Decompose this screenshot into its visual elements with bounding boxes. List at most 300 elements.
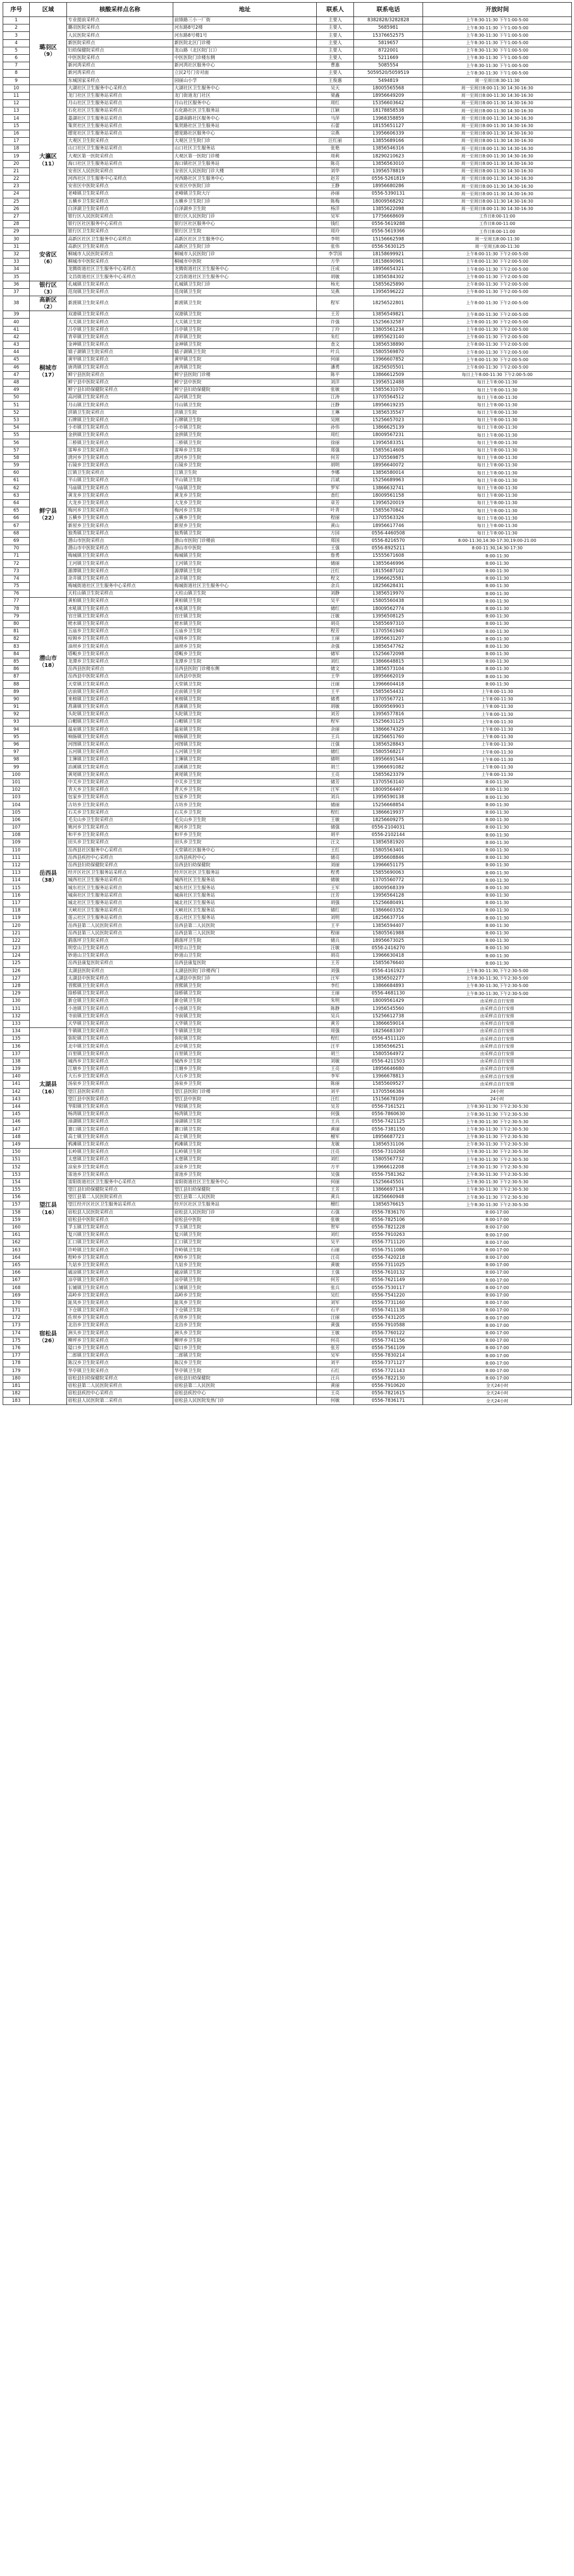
site-name: 黄甲镇卫生院采样点 (67, 356, 173, 364)
row-number: 4 (3, 39, 30, 47)
site-name: 黄尾镇卫生院采样点 (67, 771, 173, 779)
site-name: 源潭镇卫生院采样点 (67, 567, 173, 575)
site-phone: 13966604418 (354, 681, 423, 688)
row-number: 30 (3, 236, 30, 243)
site-phone: 13856528843 (354, 741, 423, 748)
site-address: 陈汉乡卫生院 (173, 1360, 317, 1367)
site-name: 官庄镇卫生院采样点 (67, 613, 173, 620)
table-row (3, 703, 572, 710)
row-number: 79 (3, 613, 30, 620)
site-address: 高河镇卫生院 (173, 394, 317, 402)
area-count: （16） (39, 1089, 57, 1095)
site-address: 趾凤乡卫生院 (173, 1299, 317, 1307)
row-number: 88 (3, 681, 30, 688)
site-contact: 黄芳 (317, 1020, 354, 1027)
site-contact: 方华 (317, 258, 354, 266)
site-hours: 上午8:30-11:30 下午2:30-5:30 (423, 1149, 572, 1156)
site-contact: 汪静 (317, 402, 354, 409)
area-cell (30, 85, 67, 236)
site-hours: 每日上午8:00-11:30 (423, 394, 572, 402)
table-row (3, 1050, 572, 1058)
site-hours: 上午8:30-11:30 下午1:00-5:00 (423, 24, 572, 32)
table-row (3, 1337, 572, 1344)
area-count: （17） (39, 372, 57, 378)
site-phone: 0556-7821228 (354, 1224, 423, 1231)
table-row (3, 937, 572, 944)
site-hours: 上午8:00-11:30 (423, 718, 572, 726)
site-address: 中医医院门诊楼东侧 (173, 54, 317, 62)
site-address: 牛镇镇卫生院 (173, 1028, 317, 1035)
table-row (3, 236, 572, 243)
header-phone: 联系电话 (354, 3, 423, 17)
table-row (3, 1073, 572, 1081)
site-contact: 胡平 (317, 832, 354, 839)
site-contact: 李明 (317, 236, 354, 243)
table-row (3, 107, 572, 115)
site-name: 五横乡卫生院采样点 (67, 198, 173, 205)
site-contact: 汪平 (317, 1043, 354, 1050)
site-contact: 程丽 (317, 515, 354, 522)
site-name: 宿松县妇幼保健院采样点 (67, 1375, 173, 1382)
site-name: 王河镇卫生院采样点 (67, 560, 173, 567)
site-name: 来榜镇卫生院采样点 (67, 696, 173, 703)
table-row (3, 582, 572, 590)
row-number: 68 (3, 530, 30, 537)
site-hours: 8:00-11:30 (423, 847, 572, 854)
row-number: 130 (3, 998, 30, 1005)
site-hours: 8:00-17:00 (423, 1375, 572, 1382)
site-address: 老峰镇卫生院大厅 (173, 190, 317, 198)
row-number: 53 (3, 416, 30, 424)
site-phone: 5085554 (354, 62, 423, 70)
row-number: 110 (3, 847, 30, 854)
site-phone: 18009567231 (354, 432, 423, 439)
site-address: 凉亭镇卫生院 (173, 1277, 317, 1284)
site-hours: 上午8:30-11:30 下午1:00-5:00 (423, 39, 572, 47)
site-address: 文昌街道社区卫生服务中心 (173, 273, 317, 281)
site-hours: 上午8:30-11:30,下午2:30-5:00 (423, 975, 572, 982)
site-contact: 胡敏 (317, 703, 354, 710)
site-contact: 钱红 (317, 221, 354, 228)
table-row (3, 1028, 572, 1035)
site-phone: 13956606339 (354, 130, 423, 137)
site-name: 城东社区卫生服务站采样点 (67, 884, 173, 892)
site-name: 新医院采样点 (67, 39, 173, 47)
site-contact: 主要人 (317, 47, 354, 54)
row-number: 102 (3, 787, 30, 794)
site-phone: 0556-7541220 (354, 1292, 423, 1299)
site-contact: 余兵 (317, 582, 354, 590)
table-row (3, 877, 572, 884)
row-number: 49 (3, 387, 30, 394)
site-hours: 上午8:30-11:30 下午1:00-5:00 (423, 70, 572, 77)
site-phone: 15256612738 (354, 1013, 423, 1020)
site-address: 孔城镇卫生院门诊 (173, 281, 317, 288)
site-hours: 上午8:00-11:30 下午2:00-5:00 (423, 288, 572, 296)
site-address: 大石乡卫生院 (173, 1073, 317, 1081)
area-count: （6） (41, 259, 55, 265)
table-row (3, 650, 572, 658)
table-row (3, 1164, 572, 1171)
site-name: 二郎镇卫生院采样点 (67, 1352, 173, 1360)
table-row (3, 1194, 572, 1201)
site-hours: 上午8:00-11:30 (423, 771, 572, 779)
site-name: 望江经开区社区卫生服务站采样点 (67, 1201, 173, 1209)
site-phone: 0556-7431205 (354, 1315, 423, 1322)
site-address: 月山社区服务中心 (173, 100, 317, 107)
site-hours: 上午8:30-11:30 下午1:00-5:00 (423, 62, 572, 70)
row-number: 171 (3, 1307, 30, 1314)
row-number: 72 (3, 560, 30, 567)
site-name: 河图镇卫生院采样点 (67, 741, 173, 748)
site-address: 金拱镇卫生院 (173, 432, 317, 439)
site-address: 洲头乡卫生院 (173, 1329, 317, 1337)
area-name: 宿松县 (39, 1329, 57, 1337)
site-phone: 13856594407 (354, 922, 423, 930)
row-number: 160 (3, 1224, 30, 1231)
site-phone: 13856502277 (354, 975, 423, 982)
site-hours: 8:00-11:30 (423, 869, 572, 877)
row-number: 66 (3, 515, 30, 522)
table-row (3, 138, 572, 145)
site-contact: 杨光 (317, 281, 354, 288)
site-address: 徐桥镇卫生院 (173, 990, 317, 998)
site-address: 雷池乡卫生院 (173, 1171, 317, 1178)
table-row (3, 816, 572, 824)
table-row (3, 915, 572, 922)
area-count: （11） (39, 161, 57, 167)
site-hours: 8:00-11:30 (423, 839, 572, 847)
site-hours: 8:00-17:00 (423, 1292, 572, 1299)
table-row (3, 794, 572, 801)
site-contact: 陈静 (317, 1005, 354, 1013)
table-row (3, 613, 572, 620)
table-row (3, 718, 572, 726)
site-name: 天峡社区卫生服务站采样点 (67, 907, 173, 915)
row-number: 45 (3, 356, 30, 364)
table-row (3, 424, 572, 432)
site-name: 鲜宁县妇幼保健院采样点 (67, 387, 173, 394)
site-address: 石牌镇卫生院 (173, 416, 317, 424)
site-name: 集贤社区卫生服务站采样点 (67, 122, 173, 130)
table-row (3, 907, 572, 915)
row-number: 87 (3, 673, 30, 681)
site-phone: 0556-2416270 (354, 944, 423, 952)
site-name: 隘口乡卫生院采样点 (67, 1344, 173, 1352)
site-contact: 吴平 (317, 598, 354, 605)
site-phone: 18178858538 (354, 107, 423, 115)
site-contact: 王亮 (317, 1065, 354, 1073)
site-contact: 刘强 (317, 967, 354, 975)
site-contact: 王敏 (317, 816, 354, 824)
site-contact: 储红 (317, 907, 354, 915)
site-phone: 13856584302 (354, 273, 423, 281)
site-name: 鸦滩镇卫生院采样点 (67, 1141, 173, 1148)
site-name: 平山镇卫生院采样点 (67, 477, 173, 484)
site-hours: 上午8:30-11:30 下午2:30-5:30 (423, 1118, 572, 1126)
site-hours: 上午8:30-11:30 下午2:30-5:30 (423, 1194, 572, 1201)
site-contact: 汪军 (317, 787, 354, 794)
site-hours: 周一至周日8:30-11:30 (423, 77, 572, 85)
site-address: 独秀镇卫生院 (173, 530, 317, 537)
site-name: 五横乡卫生院采样点 (67, 515, 173, 522)
site-name: 大龙乡卫生院采样点 (67, 499, 173, 507)
site-hours: 24小时 (423, 1095, 572, 1103)
table-row (3, 575, 572, 582)
table-row (3, 296, 572, 311)
site-phone: 0556-4511120 (354, 1035, 423, 1043)
site-address: 城南社区卫生服务站 (173, 892, 317, 899)
site-phone: 13956508125 (354, 613, 423, 620)
site-phone: 15805564972 (354, 1050, 423, 1058)
site-contact: 张伟 (317, 243, 354, 250)
site-phone: 13956564128 (354, 892, 423, 899)
site-address: 许岭镇卫生院 (173, 1247, 317, 1254)
site-address: 寺前镇卫生院 (173, 1013, 317, 1020)
site-hours: 8:00-17:00 (423, 1284, 572, 1292)
site-address: 雷埠乡卫生院 (173, 447, 317, 454)
site-name: 海口社区卫生服务站采样点 (67, 160, 173, 168)
site-name: 痘姆乡卫生院采样点 (67, 635, 173, 643)
site-phone: 0556-7610132 (354, 1269, 423, 1277)
site-address: 源潭镇卫生院 (173, 567, 317, 575)
site-name: 银行区社区服务中心采样点 (67, 221, 173, 228)
site-contact: 王强 (317, 1269, 354, 1277)
site-phone: 13856549821 (354, 311, 423, 319)
site-contact: 何丽 (317, 356, 354, 364)
site-contact: 陈丽 (317, 1081, 354, 1088)
site-address: 五横乡卫生院 (173, 515, 317, 522)
site-phone: 13855646996 (354, 560, 423, 567)
row-number: 155 (3, 1186, 30, 1193)
site-name: 百里镇卫生院采样点 (67, 1050, 173, 1058)
site-address: 破凉镇卫生院 (173, 1269, 317, 1277)
site-contact: 胡明 (317, 462, 354, 469)
table-row (3, 122, 572, 130)
site-name: 田头乡卫生院采样点 (67, 839, 173, 847)
site-contact: 刘洋 (317, 379, 354, 386)
site-address: 大龙乡卫生院 (173, 499, 317, 507)
site-address: 二郎镇卫生院 (173, 1352, 317, 1360)
site-phone: 13956545560 (354, 1005, 423, 1013)
site-contact: 周红 (317, 100, 354, 107)
site-phone: 18256609275 (354, 816, 423, 824)
table-row (3, 1149, 572, 1156)
site-address: 德宽路社区服务中心 (173, 130, 317, 137)
row-number: 76 (3, 590, 30, 598)
table-row (3, 899, 572, 907)
site-contact: 何芳 (317, 454, 354, 462)
site-name: 华阳镇卫生院采样点 (67, 1103, 173, 1110)
site-hours: 每日上午8:00-11:30 (423, 424, 572, 432)
table-row (3, 1269, 572, 1277)
site-address: 大观区第一医院门诊楼 (173, 153, 317, 160)
site-address: 晋熙镇卫生院 (173, 982, 317, 990)
site-hours: 周一至周日8:00-11:30 14:30-16:30 (423, 100, 572, 107)
site-name: 妙道山卫生院采样点 (67, 952, 173, 960)
site-hours: 每日上午8:00-11:30 (423, 530, 572, 537)
site-name: 白泽湖卫生院采样点 (67, 205, 173, 213)
header-contact: 联系人 (317, 3, 354, 17)
site-name: 九姑乡卫生院采样点 (67, 1261, 173, 1269)
site-phone: 18956691544 (354, 756, 423, 764)
site-phone: 15256680491 (354, 899, 423, 907)
site-phone: 15156678109 (354, 1095, 423, 1103)
site-phone: 13856563010 (354, 160, 423, 168)
row-number: 121 (3, 930, 30, 937)
site-contact: 石强 (317, 1209, 354, 1216)
row-number: 25 (3, 198, 30, 205)
site-phone: 5211669 (354, 54, 423, 62)
site-phone: 13856581920 (354, 839, 423, 847)
table-row (3, 311, 572, 319)
sampling-sites-table (3, 2, 572, 1405)
site-hours: 上午8:00-11:30 下午2:00-5:00 (423, 356, 572, 364)
site-phone: 18155687102 (354, 567, 423, 575)
site-contact: 黄山 (317, 522, 354, 530)
site-hours: 全天24小时 (423, 1382, 572, 1390)
site-hours: 上午8:30-11:30 下午2:30-5:30 (423, 1111, 572, 1118)
site-name: 新屋乡卫生院采样点 (67, 522, 173, 530)
site-hours: 上午8:00-11:30 (423, 764, 572, 771)
row-number: 1 (3, 17, 30, 24)
site-contact: 汪亮 (317, 1149, 354, 1156)
site-address: 温泉镇卫生院 (173, 726, 317, 733)
row-number: 111 (3, 854, 30, 862)
site-contact: 查红 (317, 492, 354, 499)
row-number: 77 (3, 598, 30, 605)
table-row (3, 1126, 572, 1133)
site-name: 梅城镇卫生院采样点 (67, 553, 173, 560)
site-name: 太湖县医院采样点 (67, 967, 173, 975)
table-row (3, 1088, 572, 1095)
table-row (3, 839, 572, 847)
table-row (3, 1322, 572, 1329)
row-number: 101 (3, 779, 30, 786)
site-name: 清河乡卫生院采样点 (67, 454, 173, 462)
site-address: 汇口镇卫生院 (173, 1239, 317, 1247)
row-number: 138 (3, 1058, 30, 1065)
site-contact: 张敏 (317, 387, 354, 394)
site-hours: 每日上午8:00-11:30 (423, 470, 572, 477)
site-contact: 丁玲 (317, 326, 354, 333)
site-phone: 13805561234 (354, 326, 423, 333)
site-name: 江塘乡卫生院采样点 (67, 1065, 173, 1073)
site-contact: 储丽 (317, 801, 354, 809)
site-contact: 王亮 (317, 771, 354, 779)
row-number: 92 (3, 711, 30, 718)
site-hours: 每日上午8:00-11:30 (423, 492, 572, 499)
site-contact: 主要人 (317, 17, 354, 24)
site-address: 清河乡卫生院 (173, 454, 317, 462)
table-row (3, 1254, 572, 1261)
site-name: 城南社区卫生服务站采样点 (67, 892, 173, 899)
row-number: 105 (3, 809, 30, 816)
site-address: 九姑乡卫生院 (173, 1261, 317, 1269)
site-contact: 汪兵 (317, 1375, 354, 1382)
table-row (3, 432, 572, 439)
site-phone: 13966678813 (354, 1073, 423, 1081)
site-phone: 0556-7731160 (354, 1299, 423, 1307)
site-phone: 13856566251 (354, 1043, 423, 1050)
site-name: 月山社区卫生服务站采样点 (67, 100, 173, 107)
table-row (3, 1315, 572, 1322)
table-row (3, 115, 572, 122)
site-phone: 0556-7721143 (354, 1367, 423, 1375)
site-address: 宿松县妇幼保健院 (173, 1375, 317, 1382)
table-row (3, 696, 572, 703)
row-number: 132 (3, 1013, 30, 1020)
row-number: 143 (3, 1095, 30, 1103)
site-phone: 0556-7420218 (354, 1254, 423, 1261)
site-contact: 周莉 (317, 153, 354, 160)
site-hours: 上午8:00-11:30 下午2:00-5:00 (423, 273, 572, 281)
site-name: 宿松县疾控中心采样点 (67, 1390, 173, 1398)
site-name: 黄龙乡卫生院采样点 (67, 492, 173, 499)
site-phone: 18256628431 (354, 582, 423, 590)
site-name: 太湖县中医院采样点 (67, 975, 173, 982)
site-hours: 8:00-17:00 (423, 1315, 572, 1322)
site-hours: 上午8:30-11:30 下午2:30-5:30 (423, 1178, 572, 1186)
site-hours: 全天24小时 (423, 1390, 572, 1398)
site-contact: 方平 (317, 1164, 354, 1171)
site-name: 鲜宁县医院采样点 (67, 371, 173, 379)
row-number: 90 (3, 696, 30, 703)
row-number: 135 (3, 1035, 30, 1043)
site-contact: 刘军 (317, 1299, 354, 1307)
site-address: 下仓镇卫生院 (173, 1307, 317, 1314)
row-number: 56 (3, 439, 30, 447)
site-address: 梅河乡卫生院 (173, 507, 317, 515)
site-name: 岳西县医院采样点 (67, 666, 173, 673)
site-contact: 汪红 (317, 1095, 354, 1103)
site-hours: 周一至周日8:00-11:30 14:30-16:30 (423, 175, 572, 182)
site-contact: 吴刚 (317, 416, 354, 424)
table-row (3, 1209, 572, 1216)
site-phone: 15805563401 (354, 847, 423, 854)
site-phone: 18009569903 (354, 703, 423, 710)
site-phone: 13966607852 (354, 356, 423, 364)
site-address: 水吼镇卫生院 (173, 605, 317, 613)
table-row (3, 779, 572, 786)
site-contact: 刘平 (317, 1360, 354, 1367)
site-phone: 0556-7371127 (354, 1360, 423, 1367)
site-phone: 15256657023 (354, 416, 423, 424)
site-address: 桐城市人民医院门诊 (173, 250, 317, 258)
site-hours: 每日上午8:00-11:30 (423, 515, 572, 522)
row-number: 127 (3, 975, 30, 982)
site-contact: 汪敏 (317, 944, 354, 952)
site-contact: 汪红 (317, 567, 354, 575)
table-row (3, 862, 572, 869)
site-contact: 方园 (317, 530, 354, 537)
site-address: 雷阳街道社区卫生服务中心 (173, 1178, 317, 1186)
row-number: 103 (3, 794, 30, 801)
site-name: 古坊乡卫生院采样点 (67, 801, 173, 809)
site-address: 宿松县人民医院门诊 (173, 1209, 317, 1216)
site-name: 文昌街道社区卫生服务中心采样点 (67, 273, 173, 281)
row-number: 71 (3, 553, 30, 560)
site-address: 三桥镇卫生院 (173, 439, 317, 447)
site-contact: 汪亮 (317, 1254, 354, 1261)
site-name: 高岭乡卫生院采样点 (67, 1292, 173, 1299)
site-name: 潜山市中医院采样点 (67, 545, 173, 553)
site-contact: 汪军 (317, 975, 354, 982)
site-address: 鲜宁县妇幼保健院 (173, 387, 317, 394)
site-hours: 工作日8:00-11:00 (423, 228, 572, 236)
row-number: 7 (3, 62, 30, 70)
site-phone: 13705569875 (354, 454, 423, 462)
